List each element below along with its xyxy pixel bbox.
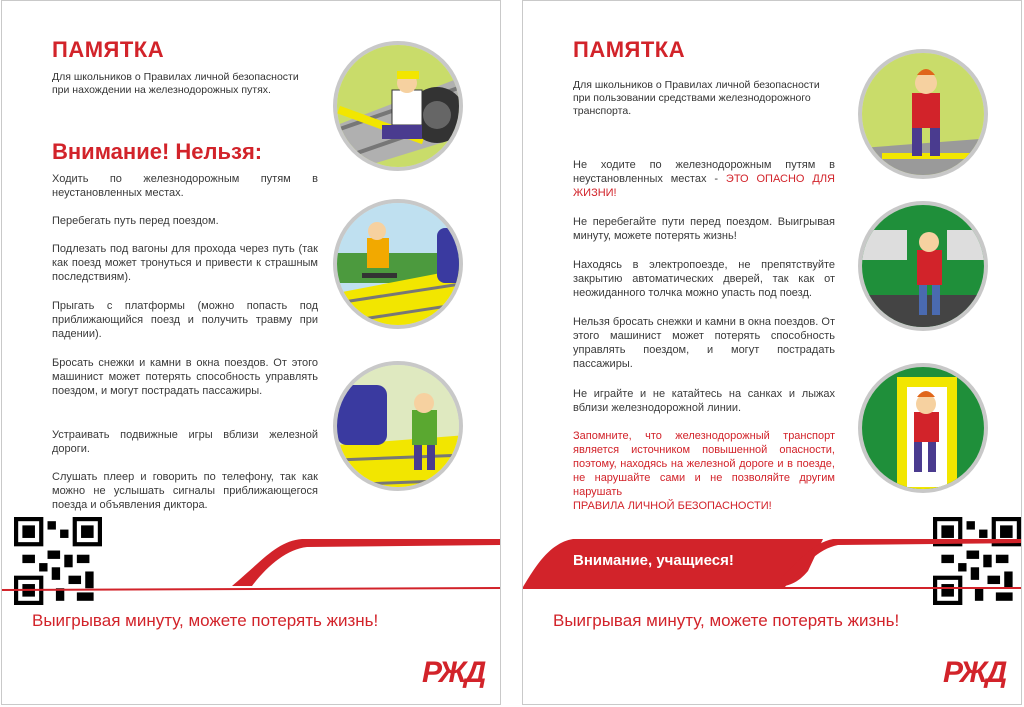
right-rule-5: Не играйте и не катайтесь на санках и лыжах вблизи железнодорожной линии.: [573, 388, 835, 414]
right-warning-caps: ПРАВИЛА ЛИЧНОЙ БЕЗОПАСНОСТИ!: [573, 500, 772, 512]
left-rule-6: Устраивать подвижные игры вблизи железной дороги.: [52, 429, 318, 455]
left-rule-7: Слушать плеер и говорить по телефону, так как можно не услышать сигналы приближающегося поезда и объявления диктора.: [52, 471, 318, 511]
right-rule-3: Находясь в электропоезде, не препятствуйте закрытию автоматических дверей, так как от неожиданного толчка можно упасть под поезд.: [573, 259, 835, 299]
left-rule-1: Ходить по железнодорожным путям в неустановленных местах.: [52, 173, 318, 199]
left-rule-3: Подлезать под вагоны для прохода через путь (так как поезд может тронуться и привести к страшным последствиям).: [52, 243, 318, 283]
right-rule-1-text: Не ходите по железнодорожным путям в неустановленных местах -: [573, 159, 835, 185]
right-leaflet-page: [522, 0, 1022, 705]
right-title: ПАМЯТКА: [573, 37, 686, 62]
rzd-logo: РЖД: [422, 656, 485, 689]
right-rule-1-warning: ЭТО ОПАСНО ДЛЯ ЖИЗНИ!: [573, 173, 835, 199]
illustration-boy-running-tracks: [858, 49, 988, 179]
illustration-boy-throwing: [858, 201, 988, 331]
right-rule-2: Не перебегайте пути перед поездом. Выигрывая минуту, можете потерять жизнь!: [573, 216, 835, 242]
left-rule-2: Перебегать путь перед поездом.: [52, 215, 219, 227]
right-intro: Для школьников о Правилах личной безопасности при пользовании средствами железнодорожного транспорта.: [573, 79, 820, 117]
left-leaflet-page: [1, 0, 501, 705]
illustration-boy-on-tracks: [333, 41, 463, 171]
right-warning-text: Запомните, что железнодорожный транспорт является источником повышенной опасности, поэтому, находясь на железной дороге и в поезде, не нарушайте сами и не позволяйте другим нарушать: [573, 430, 835, 498]
left-title: ПАМЯТКА: [52, 37, 165, 62]
right-rule-4: Нельзя бросать снежки и камни в окна поездов. От этого машинист может потерять способность управлять поездом, и могут пострадать пассажиры.: [573, 316, 835, 370]
banner-title: Внимание, учащиеся!: [573, 552, 734, 569]
red-wave-band: [2, 521, 501, 601]
illustration-boy-in-door: [858, 363, 988, 493]
right-rule-1: [573, 158, 835, 200]
attention-heading: Внимание! Нельзя:: [52, 139, 263, 164]
left-intro: Для школьников о Правилах личной безопасности при нахождении на железнодорожных путях.: [52, 71, 299, 96]
left-rule-5: Бросать снежки и камни в окна поездов. От этого машинист может потерять способность управлять поездом, и могут пострадать пассажиры.: [52, 357, 318, 397]
right-slogan: Выигрывая минуту, можете потерять жизнь!: [553, 611, 900, 630]
illustration-boy-skateboard: [333, 199, 463, 329]
rzd-logo: РЖД: [943, 656, 1006, 689]
left-rule-4: Прыгать с платформы (можно попасть под приближающийся поезд и получить травму при падении).: [52, 300, 318, 340]
left-slogan: Выигрывая минуту, можете потерять жизнь!: [32, 611, 379, 630]
illustration-boy-headphones: [333, 361, 463, 491]
right-warning: [573, 429, 835, 513]
